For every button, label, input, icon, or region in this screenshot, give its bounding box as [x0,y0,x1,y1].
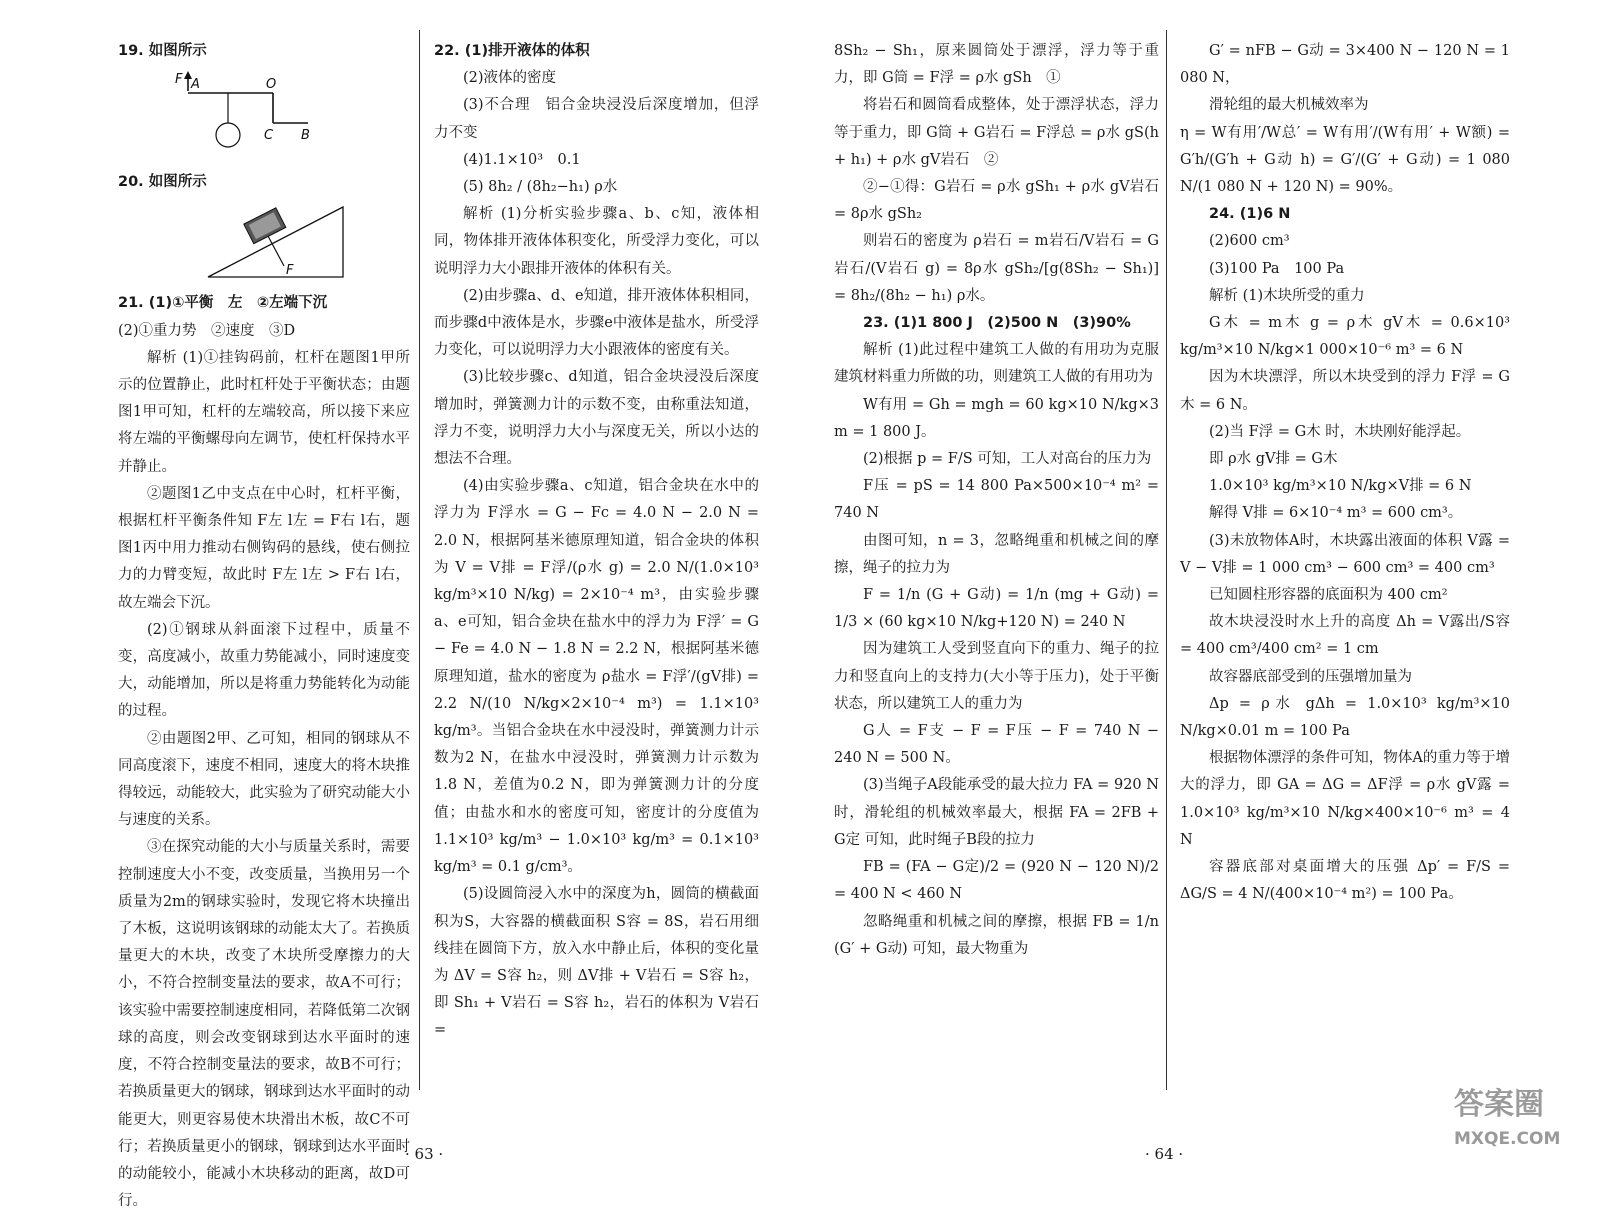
q22-answer-2: (2)液体的密度 [463,70,557,87]
page-number-right: · 64 · [1145,1145,1184,1163]
watermark-text-2: MXQE.COM [1454,1129,1561,1149]
column-divider-1 [419,30,420,1090]
q21-answer-2: (2)①重力势 ②速度 ③D [118,322,296,339]
col3-line-8: (2)根据 p = F/S 可知，工人对高台的压力为 [863,451,1152,468]
col4-line-17: 故容器底部受到的压强增加量为 [1209,668,1412,685]
q24-answer-3: (3)100 Pa 100 Pa [1209,260,1345,277]
col4-line-16: 故木块浸没时水上升的高度 Δh = V露出/S容 = 400 cm³/400 cm² = 1 cm [1180,614,1510,658]
label-C: C [264,128,274,144]
label-B: B [301,128,310,144]
col3-line-9: F压 = pS = 14 800 Pa×500×10⁻⁴ m² = 740 N [834,478,1159,522]
watermark-logo [1450,1074,1570,1154]
col2-para-1: 解析 (1)分析实验步骤a、b、c知，液体相同，物体排开液体体积变化，所受浮力变化，可以说明浮力大小跟排开液体的体积有关。 [434,206,759,277]
incline-diagram [118,202,348,282]
col4-line-19: 根据物体漂浮的条件可知，物体A的重力等于增大的浮力，即 GA = ΔG = ΔF浮 = ρ水 gV露 = 1.0×10³ kg/m³×10 N/kg×400×10⁻⁶ m³ = 4 N [1180,750,1510,848]
column-2 [434,38,759,1045]
column-divider-2 [1166,30,1167,1090]
q24-answer-1: 24. (1)6 N [1209,206,1291,223]
col4-line-14: (3)未放物体A时，木块露出液面的体积 V露 = V − V排 = 1 000 cm³ − 600 cm³ = 400 cm³ [1180,532,1510,576]
col3-line-6: 解析 (1)此过程中建筑工人做的有用功为克服建筑材料重力所做的功，则建筑工人做的有用功为 [834,342,1159,386]
column-1 [118,38,410,1215]
col4-line-15: 已知圆柱形容器的底面积为 400 cm² [1209,587,1448,604]
col2-para-2: (2)由步骤a、d、e知道，排开液体体积相同，而步骤d中液体是水，步骤e中液体是盐水，所受浮力变化，可以说明浮力大小跟液体的密度有关。 [434,287,759,359]
watermark-text-1: 答案圈 [1454,1087,1544,1122]
col3-line-4: 则岩石的密度为 ρ岩石 = m岩石/V岩石 = G岩石/(V岩石 g) = 8ρ水 gSh₂/[g(8Sh₂ − Sh₁)] = 8h₂/(8h₂ − h₁) ρ水。 [834,233,1159,304]
col2-para-3: (3)比较步骤c、d知道，铝合金块浸没后深度增加时，弹簧测力计的示数不变，由称重法知道，浮力不变，说明浮力大小与深度无关，所以小达的想法不合理。 [434,369,759,468]
col4-line-11: 即 ρ水 gV排 = G木 [1209,451,1338,468]
label-F: F [175,72,183,88]
col3-line-12: 因为建筑工人受到竖直向下的重力、绳子的拉力和竖直向上的支持力(大小等于压力)，处于平衡状态，所以建筑工人的重力为 [834,641,1159,712]
col4-line-13: 解得 V排 = 6×10⁻⁴ m³ = 600 cm³。 [1209,505,1463,522]
col4-line-12: 1.0×10³ kg/m³×10 N/kg×V排 = 6 N [1209,478,1472,495]
col3-line-15: FB = (FA − G定)/2 = (920 N − 120 N)/2 = 400 N < 460 N [834,859,1159,903]
col4-line-1: G′ = nFB − G动 = 3×400 N − 120 N = 1 080 N， [1180,43,1510,87]
q23-answer: 23. (1)1 800 J (2)500 N (3)90% [863,315,1131,332]
page-number-left: · 63 · [405,1145,444,1163]
col3-line-7: W有用 = Gh = mgh = 60 kg×10 N/kg×3 m = 1 800 J。 [834,396,1159,440]
col3-line-11: F = 1/n (G + G动) = 1/n (mg + G动) = 1/3 × (60 kg×10 N/kg+120 N) = 240 N [834,587,1159,631]
q22-answer-5: (5) 8h₂ / (8h₂−h₁) ρ水 [463,179,618,196]
q21-answer-1: 21. (1)①平衡 左 ②左端下沉 [118,295,328,312]
col4-line-2: 滑轮组的最大机械效率为 [1209,97,1369,114]
col1-para-5: ③在探究动能的大小与质量关系时，需要控制速度大小不变，改变质量，当换用另一个质量为2m的钢球实验时，发现它将木块撞出了木板，这说明该钢球的动能太大了。若换质量更大的木块，改变了木块所受摩擦力的大小，不符合控制变量法的要求，故A不可行；该实验中需要控制速度相同，若降低第二次钢球的高度，则会改变钢球到达水平面时的速度，不符合控制变量法的要求，故B不可行；若换质量更大的钢球，钢球到达水平面时的动能更大，则更容易使木块滑出木板，故C不可行；若换质量更小的钢球，钢球到达水平面时的动能较小，能减小木块移动的距离，故D可行。 [118,839,410,1210]
label-A: A [191,77,200,93]
col4-line-20: 容器底部对桌面增大的压强 Δp′ = F/S = ΔG/S = 4 N/(400×10⁻⁴ m²) = 100 Pa。 [1180,859,1510,903]
column-4 [1180,38,1510,909]
col3-line-13: G人 = F支 − F = F压 − F = 740 N − 240 N = 500 N。 [834,723,1159,767]
col3-line-1: 8Sh₂ − Sh₁，原来圆筒处于漂浮，浮力等于重力，即 G筒 = F浮 = ρ水 gSh ① [834,43,1159,87]
col1-para-2: ②题图1乙中支点在中心时，杠杆平衡，根据杠杆平衡条件知 F左 l左 = F右 l右，题图1丙中用力推动右侧钩码的悬线，使右侧拉力的力臂变短，故此时 F左 l左 > F右 l右，故左端会下沉。 [118,485,410,611]
col3-line-3: ②−①得：G岩石 = ρ水 gSh₁ + ρ水 gV岩石 = 8ρ水 gSh₂ [834,179,1159,223]
col1-para-3: (2)①钢球从斜面滚下过程中，质量不变，高度减小，故重力势能减小，同时速度变大，动能增加，所以是将重力势能转化为动能的过程。 [118,621,410,720]
q22-answer-1: 22. (1)排开液体的体积 [434,43,590,59]
col4-line-10: (2)当 F浮 = G木 时，木块刚好能浮起。 [1209,423,1471,440]
col3-line-14: (3)当绳子A段能承受的最大拉力 FA = 920 N时，滑轮组的机械效率最大，根据 FA = 2FB + G定 可知，此时绳子B段的拉力 [834,777,1159,848]
col4-line-3: η = W有用′/W总′ = W有用′/(W有用′ + W额) = G′h/(G′h + G动 h) = G′/(G′ + G动) = 1 080 N/(1 080 N + 120 N) = 90%。 [1180,124,1510,196]
q19-heading: 19. 如图所示 [118,43,207,59]
column-3 [834,38,1159,963]
label-F-incline: F [286,263,294,279]
col3-line-16: 忽略绳重和机械之间的摩擦，根据 FB = 1/n (G′ + G动) 可知，最大物重为 [834,913,1159,957]
q22-answer-4: (4)1.1×10³ 0.1 [463,151,581,168]
col4-line-7: 解析 (1)木块所受的重力 [1209,287,1365,304]
col4-line-9: 因为木块漂浮，所以木块受到的浮力 F浮 = G木 = 6 N。 [1180,369,1510,413]
q24-answer-2: (2)600 cm³ [1209,233,1290,250]
q20-heading: 20. 如图所示 [118,174,207,191]
col2-para-5: (5)设圆筒浸入水中的深度为h，圆筒的横截面积为S，大容器的横截面积 S容 = 8S，岩石用细线挂在圆筒下方，放入水中静止后，体积的变化量为 ΔV = S容 h₂，则 ΔV排 + V岩石 = S容 h₂，即 Sh₁ + V岩石 = S容 h₂，岩石的体积为 V岩石 = [434,886,759,1039]
col4-line-18: Δp = ρ水 gΔh = 1.0×10³ kg/m³×10 N/kg×0.01 m = 100 Pa [1180,695,1510,740]
label-O: O [266,77,277,93]
q22-answer-3: (3)不合理 铝合金块浸没后深度增加，但浮力不变 [434,97,759,141]
col3-line-2: 将岩石和圆筒看成整体，处于漂浮状态，浮力等于重力，即 G筒 + G岩石 = F浮总 = ρ水 gS(h + h₁) + ρ水 gV岩石 ② [834,97,1159,168]
col1-para-4: ②由题图2甲、乙可知，相同的钢球从不同高度滚下，速度不相同，速度大的将木块推得较远，动能较大，此实验为了研究动能大小与速度的关系。 [118,730,410,829]
col3-line-10: 由图可知，n = 3，忽略绳重和机械之间的摩擦，绳子的拉力为 [834,532,1159,576]
col1-para-1: 解析 (1)①挂钩码前，杠杆在题图1甲所示的位置静止，此时杠杆处于平衡状态；由题图1甲可知，杠杆的左端较高，所以接下来应将左端的平衡螺母向左调节，使杠杆保持水平并静止。 [118,349,410,475]
lever-diagram [118,71,310,161]
col2-para-4: (4)由实验步骤a、c知道，铝合金块在水中的浮力为 F浮水 = G − Fc = 4.0 N − 2.0 N = 2.0 N，根据阿基米德原理知道，铝合金块的体积为 V = V排 = F浮/(ρ水 g) = 2.0 N/(1.0×10³ kg/m³×10 N/kg) = 2×10⁻⁴ m³，由实验步骤a、e可知，铝合金块在盐水中的浮力为 F浮′ = G − Fe = 4.0 N − 1.8 N = 2.2 N，根据阿基米德原理知道，盐水的密度为 ρ盐水 = F浮′/(gV排) = 2.2 N/(10 N/kg×2×10⁻⁴ m³) = 1.1×10³ kg/m³。当铝合金块在水中浸没时，弹簧测力计示数为2 N，在盐水中浸没时，弹簧测力计示数为1.8 N，差值为0.2 N，即为弹簧测力计的分度值；由盐水和水的密度可知，密度计的分度值为 1.1×10³ kg/m³ − 1.0×10³ kg/m³ = 0.1×10³ kg/m³ = 0.1 g/cm³。 [434,478,759,876]
col4-line-8: G木 = m木 g = ρ木 gV木 = 0.6×10³ kg/m³×10 N/kg×1 000×10⁻⁶ m³ = 6 N [1180,315,1510,359]
